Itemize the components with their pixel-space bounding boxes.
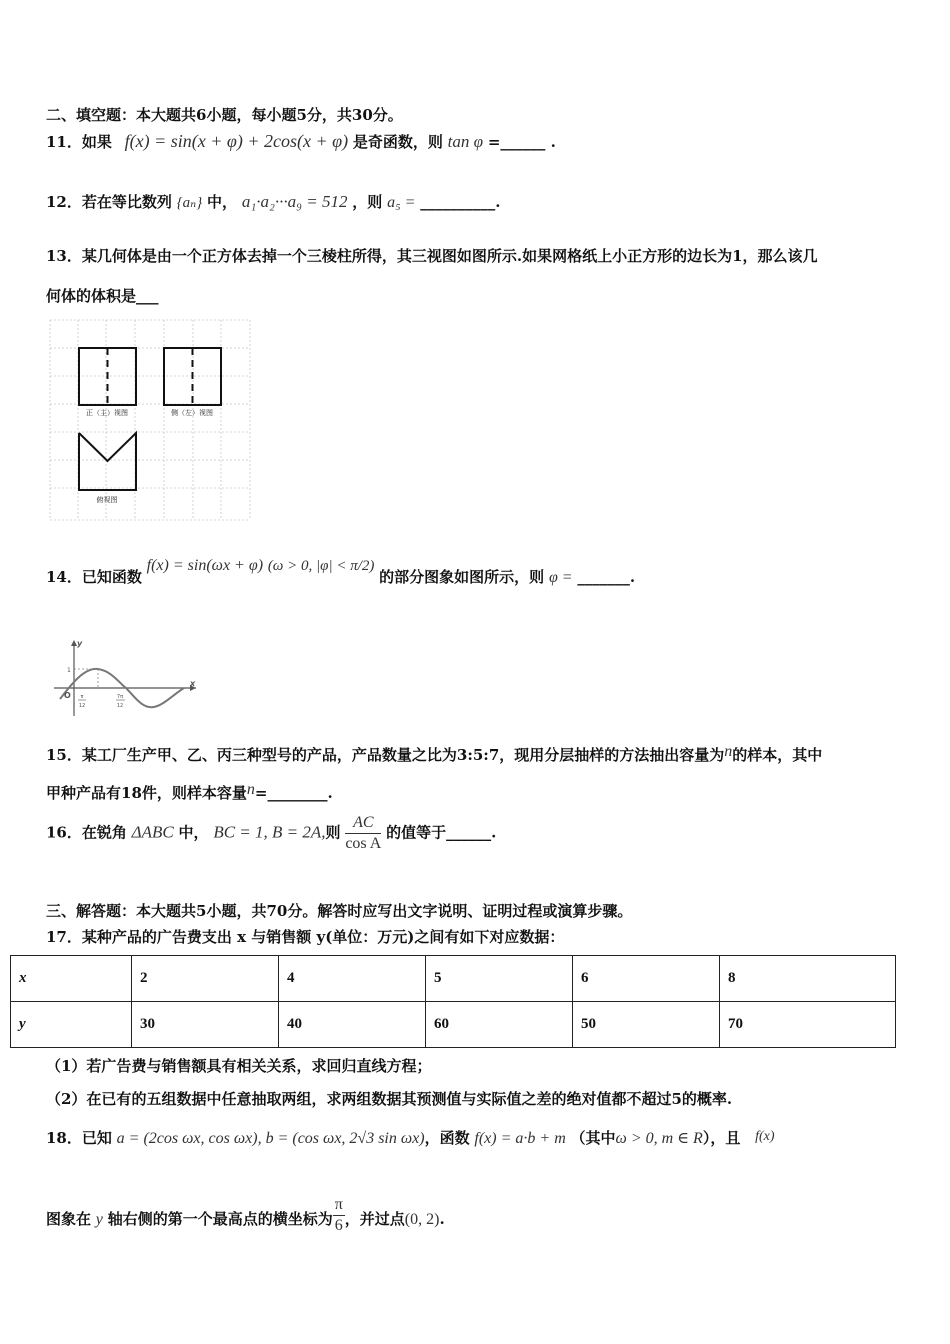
q18-y: y	[95, 1211, 103, 1228]
top-view	[79, 433, 136, 490]
q18-fraction	[333, 1196, 345, 1235]
q18-fraction-num: π	[333, 1196, 345, 1216]
q18-function: f(x) = a·b + m	[474, 1130, 566, 1147]
q18-mid: ，函数	[424, 1129, 470, 1147]
q18-line2-c: ，并过点	[344, 1210, 405, 1228]
q12-sequence: {aₙ}	[176, 195, 203, 211]
section2-heading: 二、填空题：本大题共6小题，每小题5分，共30分。	[46, 106, 403, 124]
question-13-line2: 何体的体积是___	[46, 287, 159, 305]
q14-tail: _______.	[577, 568, 636, 586]
q15-n: n	[724, 743, 733, 760]
q15-text2-tail: =________.	[254, 784, 333, 802]
question-15-line2	[46, 781, 333, 803]
question-17-part1: （1）若广告费与销售额具有相关关系，求回归直线方程；	[46, 1057, 432, 1075]
table-header-x: x	[11, 956, 132, 1002]
table-cell: 4	[279, 956, 426, 1002]
q18-end: .	[439, 1210, 445, 1228]
table-cell: 40	[279, 1002, 426, 1048]
question-13-line1: 13．某几何体是由一个正方体去掉一个三棱柱所得，其三视图如图所示.如果网格纸上小正方形的边长为1，那么该几	[46, 247, 818, 265]
q14-phi: φ =	[548, 569, 573, 586]
q18-fraction-den: 6	[334, 1217, 343, 1234]
q16-number: 16．在锐角	[46, 823, 127, 842]
table-cell: 8	[720, 956, 896, 1002]
question-18-line1	[46, 1127, 775, 1148]
section3-heading: 三、解答题：本大题共5小题，共70分。解答时应写出文字说明、证明过程或演算步骤。	[46, 902, 633, 920]
table-row-y	[11, 1002, 896, 1048]
q14-mid: 的部分图象如图所示，则	[379, 568, 545, 586]
table-cell: 50	[573, 1002, 720, 1048]
q18-vectors: a = (2cos ωx, cos ωx), b = (cos ωx, 2√3 sin ωx)	[116, 1130, 425, 1147]
top-view-label: 俯视图	[96, 496, 118, 504]
table-cell: 70	[720, 1002, 896, 1048]
table-cell: 5	[426, 956, 573, 1002]
q14-condition: (ω > 0, |φ| < π/2)	[267, 558, 375, 574]
q11-tail: =______ .	[487, 133, 556, 151]
q16-condition: BC = 1, B = 2A,	[213, 822, 326, 842]
q15-text1-tail: 的样本，其中	[732, 746, 823, 764]
q18-paren-open: （其中	[570, 1129, 616, 1147]
question-18-line2	[46, 1196, 445, 1235]
q11-tan: tan φ	[447, 132, 484, 151]
q16-fraction-num: AC	[345, 814, 381, 834]
q11-number: 11．如果	[46, 133, 112, 151]
question-17-intro: 17．某种产品的广告费支出 x 与销售额 y(单位：万元)之间有如下对应数据：	[46, 928, 565, 946]
question-15-line1	[46, 743, 822, 765]
question-11	[46, 131, 556, 152]
q18-paren-close: ），且	[702, 1129, 741, 1147]
q12-mid: 中，	[207, 193, 238, 211]
question-12	[46, 191, 500, 212]
q18-line2-a: 图象在	[46, 1210, 92, 1228]
graph-one-label: 1	[67, 667, 71, 674]
q11-formula: f(x) = sin(x + φ) + 2cos(x + φ)	[124, 131, 349, 151]
graph-origin: O	[64, 691, 71, 700]
q17-data-table	[10, 955, 896, 1048]
q12-a5: a₅ =	[387, 194, 416, 211]
q16-tail: 的值等于______.	[386, 823, 497, 842]
tick2-denominator: 12	[116, 703, 124, 709]
sine-graph	[50, 636, 200, 718]
tick1-numerator: π	[80, 694, 84, 700]
q14-formula: f(x) = sin(ωx + φ)	[146, 557, 264, 574]
q11-mid: 是奇函数，则	[352, 133, 443, 151]
table-cell: 6	[573, 956, 720, 1002]
q12-product: a₁·a₂···a₉ = 512	[241, 192, 348, 211]
graph-x-label: x	[190, 679, 196, 688]
question-16	[46, 814, 496, 853]
q15-text2: 甲种产品有18件，则样本容量	[46, 784, 247, 802]
q12-number: 12．若在等比数列	[46, 193, 172, 211]
side-view-label: 侧（左）视图	[171, 409, 213, 417]
table-header-y: y	[11, 1002, 132, 1048]
q18-fx: f(x)	[755, 1129, 775, 1144]
q12-tail: __________.	[420, 193, 501, 211]
table-row-x	[11, 956, 896, 1002]
graph-y-label: y	[77, 639, 83, 648]
q16-triangle: ΔABC	[131, 822, 174, 842]
q18-line2-b: 轴右侧的第一个最高点的横坐标为	[107, 1210, 333, 1228]
front-view-label: 正（主）视图	[86, 409, 128, 417]
side-view	[164, 348, 221, 405]
q14-number: 14．已知函数	[46, 568, 142, 586]
q16-fraction	[345, 814, 381, 853]
q18-number: 18．已知	[46, 1129, 112, 1147]
three-view-figure	[48, 318, 252, 524]
q16-fraction-den: cos A	[345, 835, 382, 852]
table-cell: 60	[426, 1002, 573, 1048]
q15-text1: 15．某工厂生产甲、乙、丙三种型号的产品，产品数量之比为3:5:7，现用分层抽样的方法抽出容量为	[46, 746, 725, 764]
question-17-part2: （2）在已有的五组数据中任意抽取两组，求两组数据其预测值与实际值之差的绝对值都不超过5的概率.	[46, 1090, 733, 1108]
front-view	[79, 348, 136, 405]
tick2-numerator: 7π	[116, 694, 124, 700]
tick1-denominator: 12	[78, 703, 86, 709]
q15-n2: n	[246, 781, 255, 798]
table-cell: 2	[132, 956, 279, 1002]
q18-condition: ω > 0, m ∈ R	[615, 1130, 703, 1147]
q18-point: (0, 2)	[404, 1211, 440, 1228]
q16-mid: 中，	[178, 823, 209, 842]
q16-then: 则	[325, 823, 341, 842]
table-cell: 30	[132, 1002, 279, 1048]
q12-mid2: ，则	[352, 193, 383, 211]
question-14	[46, 556, 635, 587]
